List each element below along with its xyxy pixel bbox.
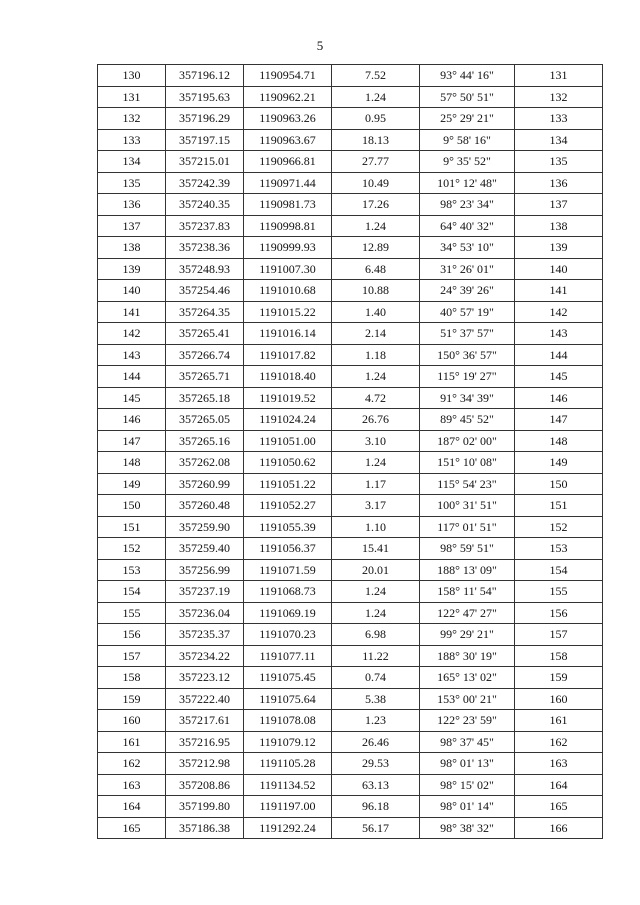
bearing-angle-cell: 91° 34' 39" [420,387,515,409]
bearing-angle-cell: 165° 13' 02" [420,667,515,689]
x-coordinate-cell: 357223.12 [166,667,244,689]
table-row [98,774,603,796]
table-row [98,215,603,237]
distance-cell: 1.24 [332,366,420,388]
bearing-angle-cell: 122° 47' 27" [420,602,515,624]
next-point-cell: 149 [515,452,603,474]
x-coordinate-cell: 357196.29 [166,108,244,130]
point-number-cell: 158 [98,667,166,689]
point-number-cell: 135 [98,172,166,194]
bearing-angle-cell: 51° 37' 57" [420,323,515,345]
point-number-cell: 147 [98,430,166,452]
table-row [98,430,603,452]
table-row [98,258,603,280]
point-number-cell: 140 [98,280,166,302]
x-coordinate-cell: 357195.63 [166,86,244,108]
table-row [98,387,603,409]
table-row [98,129,603,151]
x-coordinate-cell: 357217.61 [166,710,244,732]
point-number-cell: 143 [98,344,166,366]
distance-cell: 26.76 [332,409,420,431]
next-point-cell: 137 [515,194,603,216]
bearing-angle-cell: 98° 37' 45" [420,731,515,753]
bearing-angle-cell: 153° 00' 21" [420,688,515,710]
next-point-cell: 155 [515,581,603,603]
y-coordinate-cell: 1190963.67 [244,129,332,151]
next-point-cell: 153 [515,538,603,560]
y-coordinate-cell: 1191055.39 [244,516,332,538]
bearing-angle-cell: 115° 54' 23" [420,473,515,495]
distance-cell: 29.53 [332,753,420,775]
distance-cell: 1.24 [332,215,420,237]
x-coordinate-cell: 357259.90 [166,516,244,538]
table-row [98,538,603,560]
next-point-cell: 143 [515,323,603,345]
y-coordinate-cell: 1191134.52 [244,774,332,796]
next-point-cell: 154 [515,559,603,581]
point-number-cell: 163 [98,774,166,796]
point-number-cell: 130 [98,65,166,87]
x-coordinate-cell: 357248.93 [166,258,244,280]
distance-cell: 27.77 [332,151,420,173]
next-point-cell: 142 [515,301,603,323]
point-number-cell: 136 [98,194,166,216]
distance-cell: 20.01 [332,559,420,581]
table-row [98,731,603,753]
distance-cell: 3.17 [332,495,420,517]
distance-cell: 1.18 [332,344,420,366]
point-number-cell: 134 [98,151,166,173]
table-row [98,237,603,259]
bearing-angle-cell: 98° 15' 02" [420,774,515,796]
point-number-cell: 159 [98,688,166,710]
y-coordinate-cell: 1191007.30 [244,258,332,280]
y-coordinate-cell: 1191077.11 [244,645,332,667]
next-point-cell: 152 [515,516,603,538]
bearing-angle-cell: 151° 10' 08" [420,452,515,474]
x-coordinate-cell: 357197.15 [166,129,244,151]
table-row [98,108,603,130]
y-coordinate-cell: 1191105.28 [244,753,332,775]
y-coordinate-cell: 1191018.40 [244,366,332,388]
next-point-cell: 148 [515,430,603,452]
next-point-cell: 140 [515,258,603,280]
coordinates-table [97,64,603,839]
distance-cell: 1.24 [332,452,420,474]
next-point-cell: 161 [515,710,603,732]
bearing-angle-cell: 98° 23' 34" [420,194,515,216]
bearing-angle-cell: 57° 50' 51" [420,86,515,108]
table-body [98,65,603,839]
y-coordinate-cell: 1191051.00 [244,430,332,452]
next-point-cell: 163 [515,753,603,775]
table-row [98,667,603,689]
point-number-cell: 157 [98,645,166,667]
x-coordinate-cell: 357235.37 [166,624,244,646]
point-number-cell: 156 [98,624,166,646]
y-coordinate-cell: 1190966.81 [244,151,332,173]
x-coordinate-cell: 357264.35 [166,301,244,323]
next-point-cell: 144 [515,344,603,366]
point-number-cell: 152 [98,538,166,560]
y-coordinate-cell: 1191017.82 [244,344,332,366]
y-coordinate-cell: 1191019.52 [244,387,332,409]
next-point-cell: 134 [515,129,603,151]
y-coordinate-cell: 1191050.62 [244,452,332,474]
table-row [98,452,603,474]
table-row [98,151,603,173]
next-point-cell: 160 [515,688,603,710]
point-number-cell: 154 [98,581,166,603]
table-row [98,280,603,302]
table-row [98,753,603,775]
next-point-cell: 147 [515,409,603,431]
distance-cell: 6.48 [332,258,420,280]
bearing-angle-cell: 89° 45' 52" [420,409,515,431]
x-coordinate-cell: 357260.99 [166,473,244,495]
point-number-cell: 164 [98,796,166,818]
bearing-angle-cell: 158° 11' 54" [420,581,515,603]
point-number-cell: 161 [98,731,166,753]
y-coordinate-cell: 1191197.00 [244,796,332,818]
distance-cell: 1.40 [332,301,420,323]
table-row [98,817,603,839]
next-point-cell: 135 [515,151,603,173]
distance-cell: 3.10 [332,430,420,452]
next-point-cell: 132 [515,86,603,108]
distance-cell: 7.52 [332,65,420,87]
distance-cell: 12.89 [332,237,420,259]
x-coordinate-cell: 357265.16 [166,430,244,452]
y-coordinate-cell: 1190998.81 [244,215,332,237]
table-row [98,366,603,388]
table-row [98,301,603,323]
x-coordinate-cell: 357238.36 [166,237,244,259]
x-coordinate-cell: 357254.46 [166,280,244,302]
table-row [98,409,603,431]
bearing-angle-cell: 188° 30' 19" [420,645,515,667]
table-row [98,344,603,366]
distance-cell: 26.46 [332,731,420,753]
point-number-cell: 145 [98,387,166,409]
bearing-angle-cell: 31° 26' 01" [420,258,515,280]
point-number-cell: 133 [98,129,166,151]
table-row [98,86,603,108]
y-coordinate-cell: 1191051.22 [244,473,332,495]
distance-cell: 11.22 [332,645,420,667]
x-coordinate-cell: 357266.74 [166,344,244,366]
bearing-angle-cell: 98° 01' 13" [420,753,515,775]
bearing-angle-cell: 122° 23' 59" [420,710,515,732]
y-coordinate-cell: 1190981.73 [244,194,332,216]
y-coordinate-cell: 1191078.08 [244,710,332,732]
distance-cell: 18.13 [332,129,420,151]
x-coordinate-cell: 357196.12 [166,65,244,87]
point-number-cell: 151 [98,516,166,538]
y-coordinate-cell: 1191024.24 [244,409,332,431]
next-point-cell: 162 [515,731,603,753]
point-number-cell: 155 [98,602,166,624]
y-coordinate-cell: 1191075.64 [244,688,332,710]
x-coordinate-cell: 357265.18 [166,387,244,409]
distance-cell: 1.17 [332,473,420,495]
y-coordinate-cell: 1191068.73 [244,581,332,603]
bearing-angle-cell: 25° 29' 21" [420,108,515,130]
distance-cell: 1.23 [332,710,420,732]
point-number-cell: 137 [98,215,166,237]
page-number: 5 [316,38,324,53]
next-point-cell: 159 [515,667,603,689]
y-coordinate-cell: 1191016.14 [244,323,332,345]
distance-cell: 15.41 [332,538,420,560]
bearing-angle-cell: 117° 01' 51" [420,516,515,538]
distance-cell: 1.24 [332,581,420,603]
table-row [98,473,603,495]
table-row [98,65,603,87]
point-number-cell: 139 [98,258,166,280]
y-coordinate-cell: 1190962.21 [244,86,332,108]
next-point-cell: 133 [515,108,603,130]
bearing-angle-cell: 150° 36' 57" [420,344,515,366]
y-coordinate-cell: 1191069.19 [244,602,332,624]
point-number-cell: 165 [98,817,166,839]
bearing-angle-cell: 93° 44' 16" [420,65,515,87]
y-coordinate-cell: 1191015.22 [244,301,332,323]
next-point-cell: 136 [515,172,603,194]
x-coordinate-cell: 357265.05 [166,409,244,431]
point-number-cell: 144 [98,366,166,388]
table-row [98,172,603,194]
x-coordinate-cell: 357265.41 [166,323,244,345]
bearing-angle-cell: 24° 39' 26" [420,280,515,302]
x-coordinate-cell: 357237.19 [166,581,244,603]
distance-cell: 6.98 [332,624,420,646]
x-coordinate-cell: 357262.08 [166,452,244,474]
x-coordinate-cell: 357222.40 [166,688,244,710]
table-row [98,516,603,538]
point-number-cell: 162 [98,753,166,775]
next-point-cell: 150 [515,473,603,495]
table-row [98,194,603,216]
next-point-cell: 166 [515,817,603,839]
bearing-angle-cell: 115° 19' 27" [420,366,515,388]
distance-cell: 1.24 [332,602,420,624]
point-number-cell: 150 [98,495,166,517]
table-row [98,559,603,581]
distance-cell: 5.38 [332,688,420,710]
distance-cell: 1.10 [332,516,420,538]
table-row [98,602,603,624]
next-point-cell: 158 [515,645,603,667]
bearing-angle-cell: 99° 29' 21" [420,624,515,646]
point-number-cell: 160 [98,710,166,732]
y-coordinate-cell: 1191075.45 [244,667,332,689]
y-coordinate-cell: 1191292.24 [244,817,332,839]
next-point-cell: 139 [515,237,603,259]
next-point-cell: 131 [515,65,603,87]
point-number-cell: 142 [98,323,166,345]
bearing-angle-cell: 9° 58' 16" [420,129,515,151]
distance-cell: 63.13 [332,774,420,796]
distance-cell: 1.24 [332,86,420,108]
x-coordinate-cell: 357259.40 [166,538,244,560]
next-point-cell: 145 [515,366,603,388]
x-coordinate-cell: 357237.83 [166,215,244,237]
distance-cell: 10.49 [332,172,420,194]
point-number-cell: 146 [98,409,166,431]
x-coordinate-cell: 357215.01 [166,151,244,173]
point-number-cell: 149 [98,473,166,495]
y-coordinate-cell: 1190971.44 [244,172,332,194]
y-coordinate-cell: 1190954.71 [244,65,332,87]
x-coordinate-cell: 357236.04 [166,602,244,624]
distance-cell: 96.18 [332,796,420,818]
y-coordinate-cell: 1190963.26 [244,108,332,130]
x-coordinate-cell: 357242.39 [166,172,244,194]
distance-cell: 10.88 [332,280,420,302]
x-coordinate-cell: 357199.80 [166,796,244,818]
bearing-angle-cell: 98° 38' 32" [420,817,515,839]
next-point-cell: 146 [515,387,603,409]
y-coordinate-cell: 1191070.23 [244,624,332,646]
point-number-cell: 132 [98,108,166,130]
x-coordinate-cell: 357265.71 [166,366,244,388]
table-row [98,495,603,517]
distance-cell: 0.74 [332,667,420,689]
y-coordinate-cell: 1191010.68 [244,280,332,302]
distance-cell: 4.72 [332,387,420,409]
y-coordinate-cell: 1191079.12 [244,731,332,753]
bearing-angle-cell: 188° 13' 09" [420,559,515,581]
next-point-cell: 141 [515,280,603,302]
next-point-cell: 164 [515,774,603,796]
x-coordinate-cell: 357216.95 [166,731,244,753]
x-coordinate-cell: 357240.35 [166,194,244,216]
x-coordinate-cell: 357186.38 [166,817,244,839]
table-row [98,688,603,710]
next-point-cell: 151 [515,495,603,517]
next-point-cell: 157 [515,624,603,646]
x-coordinate-cell: 357208.86 [166,774,244,796]
bearing-angle-cell: 64° 40' 32" [420,215,515,237]
point-number-cell: 153 [98,559,166,581]
point-number-cell: 148 [98,452,166,474]
bearing-angle-cell: 101° 12' 48" [420,172,515,194]
bearing-angle-cell: 34° 53' 10" [420,237,515,259]
distance-cell: 56.17 [332,817,420,839]
bearing-angle-cell: 9° 35' 52" [420,151,515,173]
y-coordinate-cell: 1191071.59 [244,559,332,581]
bearing-angle-cell: 98° 59' 51" [420,538,515,560]
distance-cell: 17.26 [332,194,420,216]
table-row [98,624,603,646]
bearing-angle-cell: 40° 57' 19" [420,301,515,323]
x-coordinate-cell: 357212.98 [166,753,244,775]
x-coordinate-cell: 357260.48 [166,495,244,517]
next-point-cell: 138 [515,215,603,237]
table-row [98,710,603,732]
table-row [98,796,603,818]
y-coordinate-cell: 1191056.37 [244,538,332,560]
x-coordinate-cell: 357256.99 [166,559,244,581]
table-row [98,323,603,345]
point-number-cell: 141 [98,301,166,323]
point-number-cell: 131 [98,86,166,108]
table-row [98,645,603,667]
next-point-cell: 156 [515,602,603,624]
table-row [98,581,603,603]
y-coordinate-cell: 1190999.93 [244,237,332,259]
next-point-cell: 165 [515,796,603,818]
distance-cell: 2.14 [332,323,420,345]
bearing-angle-cell: 187° 02' 00" [420,430,515,452]
point-number-cell: 138 [98,237,166,259]
bearing-angle-cell: 100° 31' 51" [420,495,515,517]
distance-cell: 0.95 [332,108,420,130]
y-coordinate-cell: 1191052.27 [244,495,332,517]
bearing-angle-cell: 98° 01' 14" [420,796,515,818]
x-coordinate-cell: 357234.22 [166,645,244,667]
